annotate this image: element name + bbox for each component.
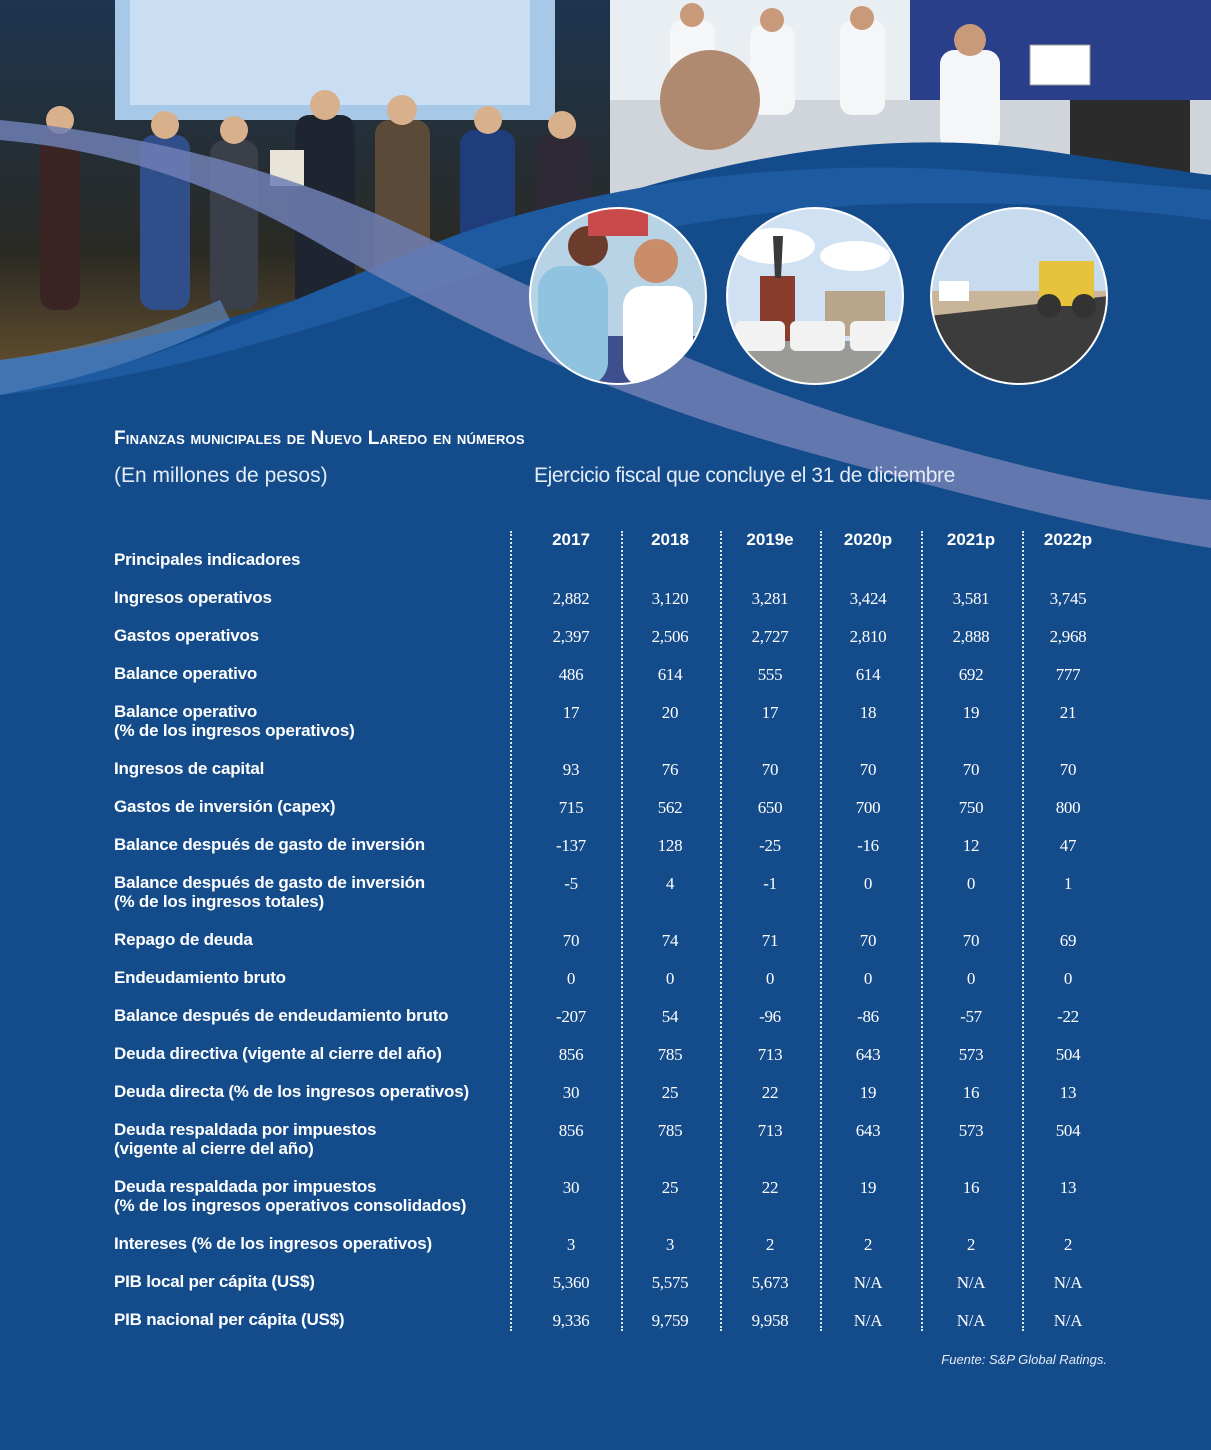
table-cell: 3,581 xyxy=(952,589,990,608)
table-cell: 856 xyxy=(558,1121,584,1140)
table-cell: 750 xyxy=(958,798,984,817)
row-label-main: Balance después de endeudamiento bruto xyxy=(114,1006,449,1025)
table-cell: 2 xyxy=(1063,1235,1073,1254)
table-cell: 70 xyxy=(962,931,980,950)
table-cell: -16 xyxy=(857,836,879,855)
table-cell: 504 xyxy=(1055,1045,1081,1064)
table-cell: 30 xyxy=(562,1083,580,1102)
row-label xyxy=(114,1120,376,1158)
table-cell: -96 xyxy=(759,1007,781,1026)
table-cell: 3,120 xyxy=(651,589,689,608)
table-cell: 70 xyxy=(562,931,580,950)
row-label-main: Balance operativo xyxy=(114,664,258,683)
table-cell: 0 xyxy=(1063,969,1073,988)
table-cell: 2,810 xyxy=(849,627,887,646)
table-cell: 2,397 xyxy=(552,627,590,646)
table-cell: 713 xyxy=(757,1045,783,1064)
row-label-main: Gastos operativos xyxy=(114,626,259,645)
row-label xyxy=(114,930,253,949)
table-cell: N/A xyxy=(956,1311,986,1330)
table-cell: 643 xyxy=(855,1121,881,1140)
table-cell: 800 xyxy=(1055,798,1081,817)
table-cell: 128 xyxy=(657,836,683,855)
row-label-main: Gastos de inversión (capex) xyxy=(114,797,336,816)
table-cell: 2,882 xyxy=(552,589,590,608)
table-cell: 0 xyxy=(966,969,976,988)
row-label-sub: (vigente al cierre del año) xyxy=(114,1139,314,1158)
table-cell: 12 xyxy=(962,836,980,855)
row-label xyxy=(114,1234,432,1253)
table-cell: 9,958 xyxy=(751,1311,789,1330)
table-cell: 20 xyxy=(661,703,679,722)
table-cell: 486 xyxy=(558,665,584,684)
table-cell: 22 xyxy=(761,1083,779,1102)
row-label-main: Deuda respaldada por impuestos xyxy=(114,1120,377,1139)
table-cell: 17 xyxy=(562,703,580,722)
table-cell: 2,506 xyxy=(651,627,689,646)
table-cell: 785 xyxy=(657,1045,683,1064)
table-cell: 5,360 xyxy=(552,1273,590,1292)
row-label-main: Balance después de gasto de inversión xyxy=(114,835,425,854)
row-label-sub: (% de los ingresos totales) xyxy=(114,892,324,911)
table-cell: N/A xyxy=(853,1273,883,1292)
row-label xyxy=(114,1272,315,1291)
fiscal-year-note: Ejercicio fiscal que concluye el 31 de diciembre xyxy=(534,464,955,487)
row-label-main: Balance operativo xyxy=(114,702,258,721)
table-cell: 614 xyxy=(657,665,683,684)
table-cell: 47 xyxy=(1059,836,1077,855)
table-cell: 9,759 xyxy=(651,1311,689,1330)
row-label-sub: (% de los ingresos operativos) xyxy=(114,721,355,740)
year-header: 2021p xyxy=(946,530,996,549)
table-cell: 69 xyxy=(1059,931,1077,950)
table-cell: -1 xyxy=(763,874,777,893)
table-cell: 2 xyxy=(765,1235,775,1254)
table-cell: -137 xyxy=(556,836,586,855)
table-cell: 19 xyxy=(962,703,980,722)
table-cell: 700 xyxy=(855,798,881,817)
table-cell: 30 xyxy=(562,1178,580,1197)
table-cell: 2 xyxy=(966,1235,976,1254)
page-title: Finanzas municipales de Nuevo Laredo en números xyxy=(114,428,525,449)
row-label xyxy=(114,626,259,645)
table-cell: 0 xyxy=(566,969,576,988)
table-cell: -207 xyxy=(556,1007,586,1026)
table-cell: 3 xyxy=(566,1235,576,1254)
table-cell: 70 xyxy=(859,931,877,950)
table-cell: N/A xyxy=(1053,1311,1083,1330)
table-cell: 562 xyxy=(657,798,683,817)
source-note: Fuente: S&P Global Ratings. xyxy=(941,1352,1107,1367)
table-cell: 643 xyxy=(855,1045,881,1064)
row-label-main: PIB local per cápita (US$) xyxy=(114,1272,315,1291)
table-cell: 9,336 xyxy=(552,1311,590,1330)
table-cell: 18 xyxy=(859,703,877,722)
table-cell: 17 xyxy=(761,703,779,722)
table-cell: -5 xyxy=(564,874,578,893)
table-cell: -57 xyxy=(960,1007,982,1026)
row-label-main: Ingresos operativos xyxy=(114,588,272,607)
table-cell: 70 xyxy=(761,760,779,779)
table-cell: 25 xyxy=(661,1178,679,1197)
table-cell: 715 xyxy=(558,798,584,817)
table-cell: 5,575 xyxy=(651,1273,689,1292)
table-cell: 650 xyxy=(757,798,783,817)
table-cell: 19 xyxy=(859,1178,877,1197)
row-label xyxy=(114,1044,442,1063)
row-label xyxy=(114,873,425,911)
row-label-main: Deuda directiva (vigente al cierre del año) xyxy=(114,1044,442,1063)
table-cell: 2,968 xyxy=(1049,627,1087,646)
table-cell: 0 xyxy=(863,874,873,893)
year-header: 2018 xyxy=(651,530,689,549)
section-label: Principales indicadores xyxy=(114,550,301,569)
row-label xyxy=(114,968,286,987)
table-cell: 74 xyxy=(661,931,679,950)
table-cell: 573 xyxy=(958,1121,984,1140)
table-cell: 70 xyxy=(962,760,980,779)
table-cell: 25 xyxy=(661,1083,679,1102)
row-label-main: Balance después de gasto de inversión xyxy=(114,873,425,892)
row-label-main: Deuda directa (% de los ingresos operativos) xyxy=(114,1082,469,1101)
table-cell: 22 xyxy=(761,1178,779,1197)
year-header: 2017 xyxy=(552,530,590,549)
units-note: (En millones de pesos) xyxy=(114,464,328,487)
table-cell: 54 xyxy=(661,1007,679,1026)
row-label xyxy=(114,835,425,854)
column-divider xyxy=(510,531,512,1331)
table-cell: N/A xyxy=(1053,1273,1083,1292)
table-cell: 1 xyxy=(1063,874,1073,893)
road-works-photo xyxy=(929,206,1109,386)
table-cell: N/A xyxy=(853,1311,883,1330)
table-cell: 3,745 xyxy=(1049,589,1087,608)
table-cell: 70 xyxy=(1059,760,1077,779)
year-header: 2020p xyxy=(843,530,893,549)
row-label xyxy=(114,1006,448,1025)
table-cell: 4 xyxy=(665,874,675,893)
table-cell: 0 xyxy=(765,969,775,988)
table-cell: 19 xyxy=(859,1083,877,1102)
table-cell: 3,281 xyxy=(751,589,789,608)
table-cell: 0 xyxy=(665,969,675,988)
table-cell: 70 xyxy=(859,760,877,779)
table-cell: N/A xyxy=(956,1273,986,1292)
table-cell: 2,727 xyxy=(751,627,789,646)
row-label xyxy=(114,1082,469,1101)
table-cell: -22 xyxy=(1057,1007,1079,1026)
table-cell: 76 xyxy=(661,760,679,779)
row-label-main: Endeudamiento bruto xyxy=(114,968,286,987)
row-label-sub: (% de los ingresos operativos consolidados) xyxy=(114,1196,467,1215)
table-cell: 614 xyxy=(855,665,881,684)
row-label-main: Intereses (% de los ingresos operativos) xyxy=(114,1234,432,1253)
row-label xyxy=(114,1310,344,1329)
table-cell: 3,424 xyxy=(849,589,887,608)
table-cell: 13 xyxy=(1059,1083,1077,1102)
row-label xyxy=(114,702,355,740)
row-label xyxy=(114,664,257,683)
table-cell: 2,888 xyxy=(952,627,990,646)
table-cell: 713 xyxy=(757,1121,783,1140)
table-cell: 0 xyxy=(863,969,873,988)
table-cell: 13 xyxy=(1059,1178,1077,1197)
table-cell: 777 xyxy=(1055,665,1081,684)
row-label-main: Deuda respaldada por impuestos xyxy=(114,1177,377,1196)
row-label-main: Ingresos de capital xyxy=(114,759,265,778)
monument-photo xyxy=(725,206,905,386)
year-header: 2022p xyxy=(1043,530,1093,549)
table-cell: 2 xyxy=(863,1235,873,1254)
table-cell: 93 xyxy=(562,760,580,779)
row-label xyxy=(114,1177,466,1215)
table-cell: 785 xyxy=(657,1121,683,1140)
table-cell: -25 xyxy=(759,836,781,855)
table-cell: 856 xyxy=(558,1045,584,1064)
table-cell: 504 xyxy=(1055,1121,1081,1140)
table-cell: 692 xyxy=(958,665,984,684)
table-cell: 0 xyxy=(966,874,976,893)
row-label xyxy=(114,759,264,778)
vaccination-photo xyxy=(528,206,708,386)
table-cell: -86 xyxy=(857,1007,879,1026)
row-label-main: Repago de deuda xyxy=(114,930,253,949)
row-label-main: PIB nacional per cápita (US$) xyxy=(114,1310,345,1329)
table-cell: 5,673 xyxy=(751,1273,789,1292)
table-cell: 21 xyxy=(1059,703,1077,722)
table-cell: 16 xyxy=(962,1083,980,1102)
row-label xyxy=(114,588,272,607)
table-cell: 555 xyxy=(757,665,783,684)
table-cell: 71 xyxy=(761,931,779,950)
table-cell: 573 xyxy=(958,1045,984,1064)
table-cell: 3 xyxy=(665,1235,675,1254)
table-cell: 16 xyxy=(962,1178,980,1197)
year-header: 2019e xyxy=(746,530,794,549)
row-label xyxy=(114,797,335,816)
